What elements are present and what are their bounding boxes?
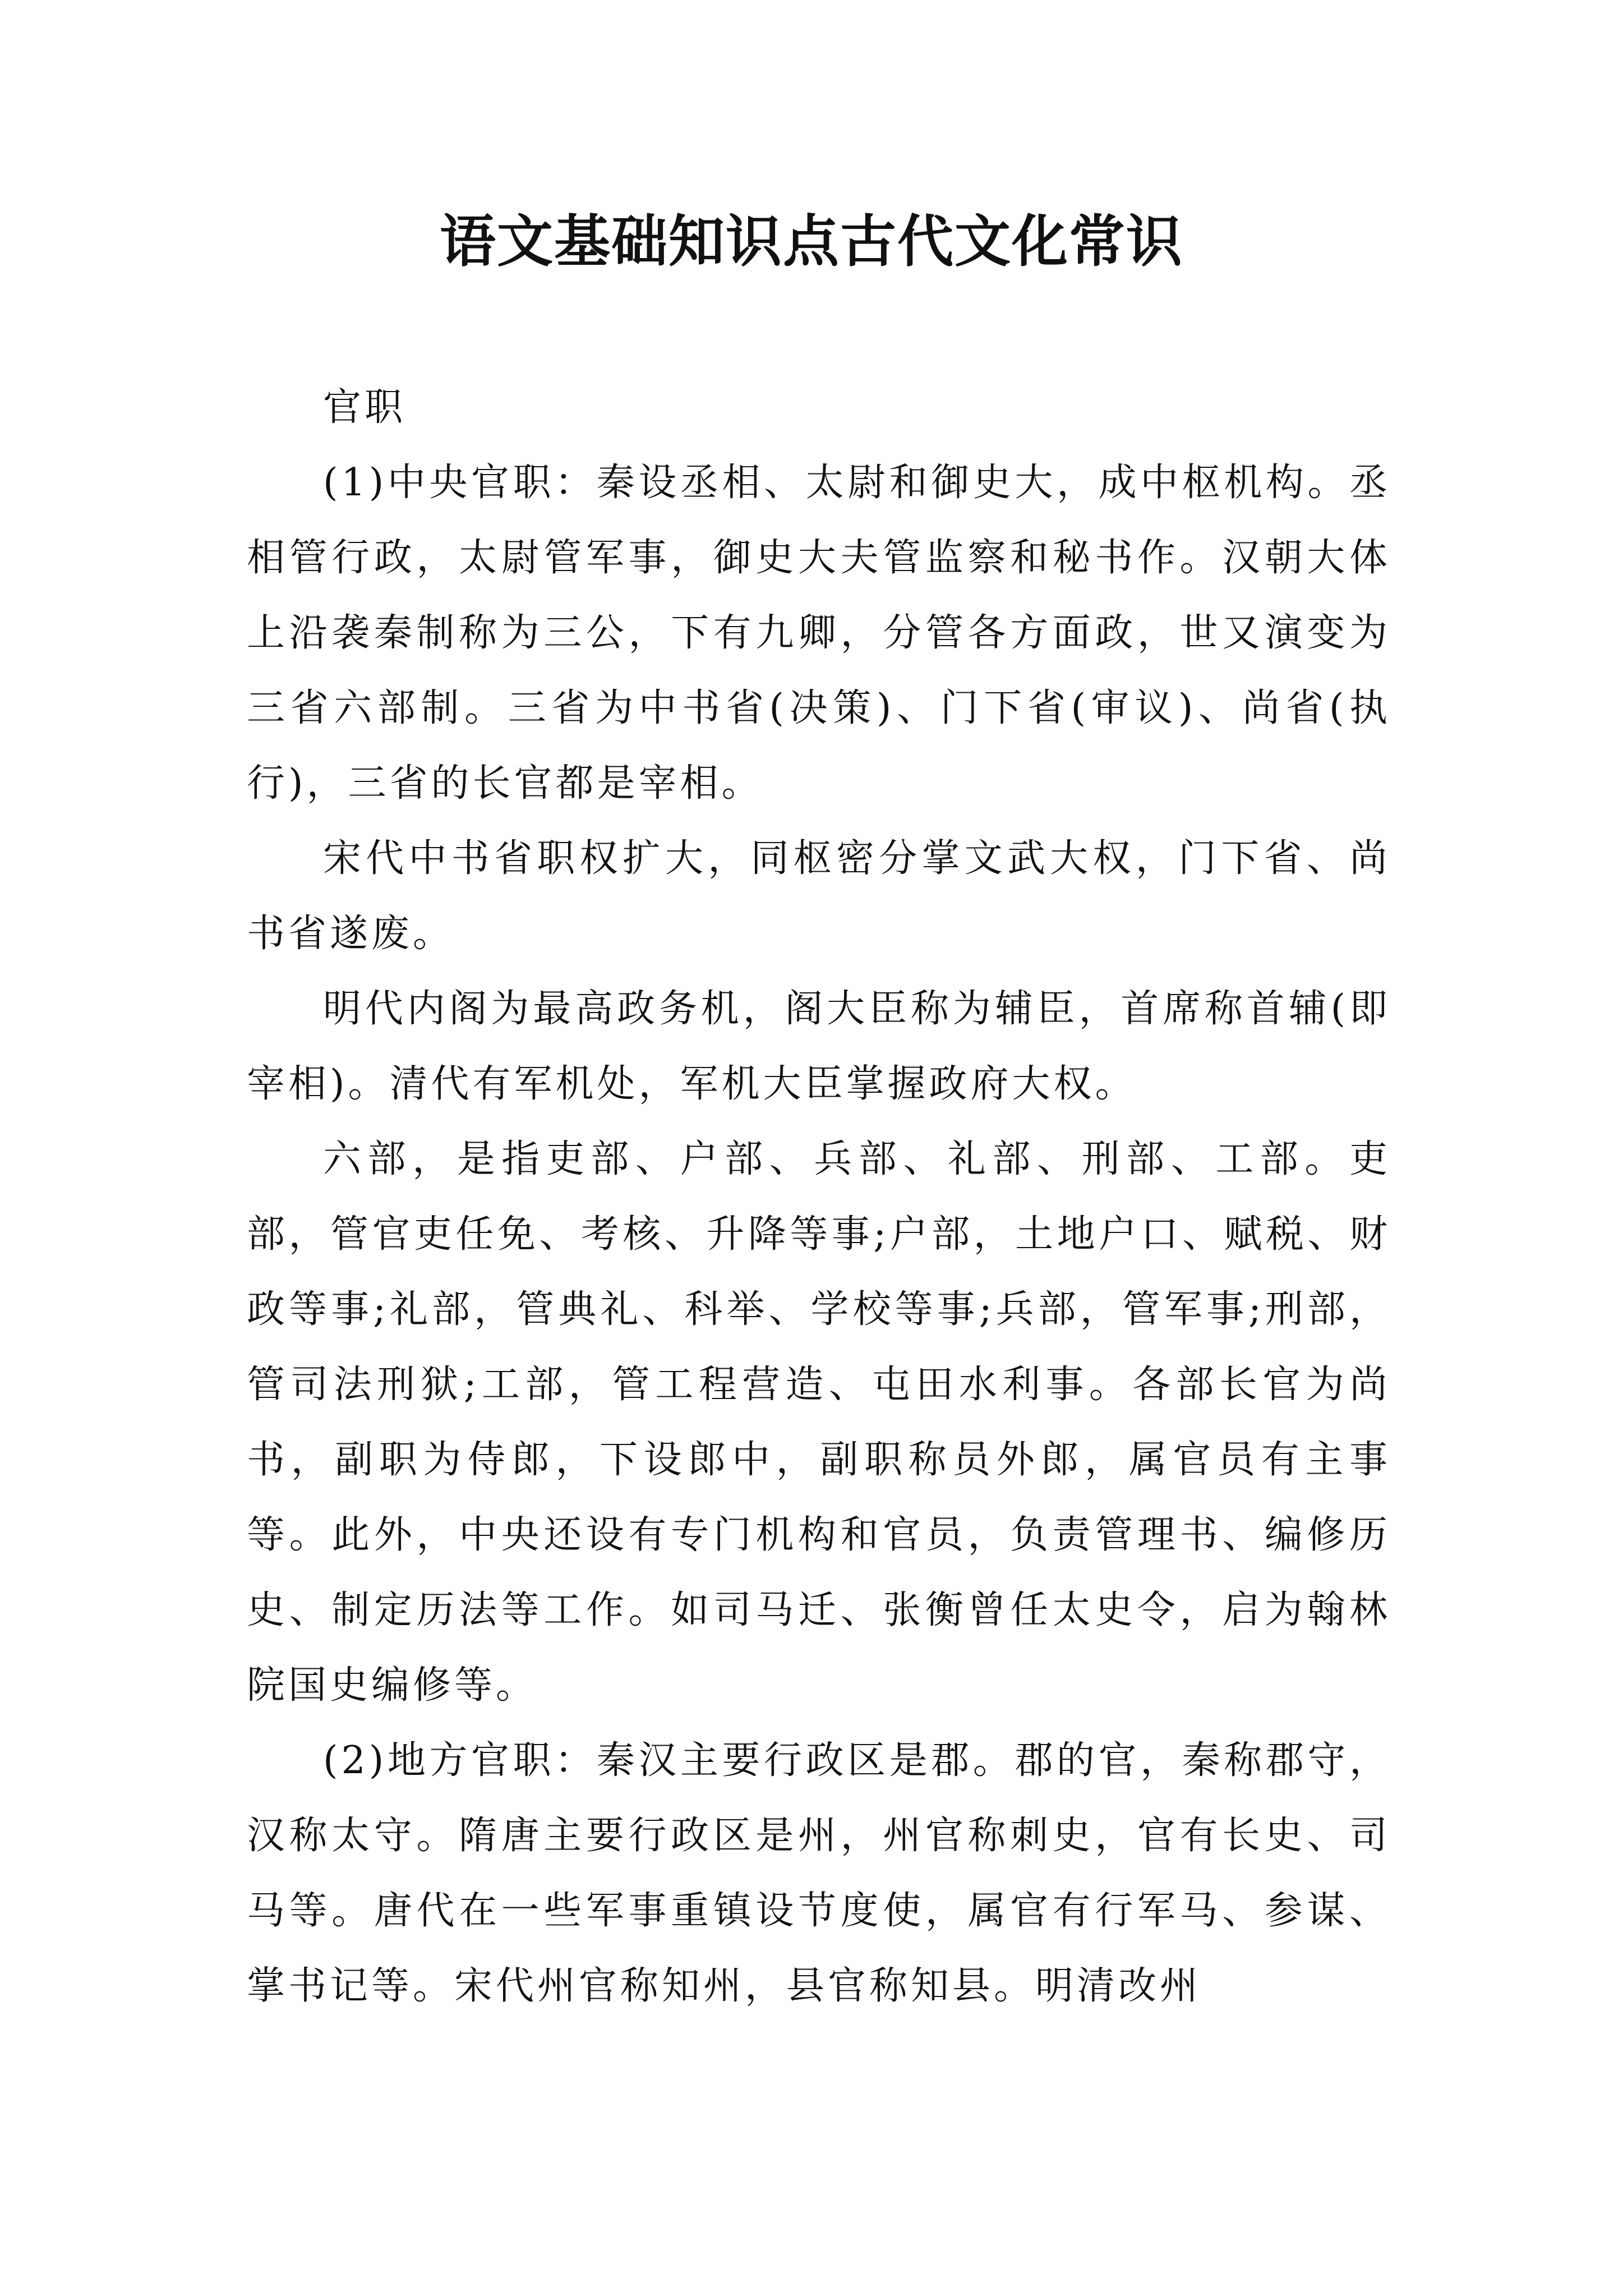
- paragraph-section-heading: 官职: [323, 385, 407, 430]
- document-body: [247, 370, 1391, 2024]
- document-title: 语文基础知识点古代文化常识: [440, 208, 1183, 274]
- paragraph-local-offices: (2)地方官职：秦汉主要行政区是郡。郡的官，秦称郡守，汉称太守。隋唐主要行政区是州，州官称刺史，官有长史、司马等。唐代在一些军事重镇设节度使，属官有行军马、参谋、掌书记等。宋代州官称知州，县官称知县。明清改州: [247, 1738, 1391, 2008]
- paragraph-song-dynasty: 宋代中书省职权扩大，同枢密分掌文武大权，门下省、尚书省遂废。: [247, 836, 1391, 956]
- paragraph-ming-qing: 明代内阁为最高政务机，阁大臣称为辅臣，首席称首辅(即宰相)。清代有军机处，军机大臣掌握政府大权。: [247, 987, 1391, 1106]
- paragraph-six-ministries: 六部，是指吏部、户部、兵部、礼部、刑部、工部。吏部，管官吏任免、考核、升降等事;户部，土地户口、赋税、财政等事;礼部，管典礼、科举、学校等事;兵部，管军事;刑部，管司法刑狱;工部，管工程营造、屯田水利事。各部长官为尚书，副职为侍郎，下设郎中，副职称员外郎，属官员有主事等。此外，中央还设有专门机构和官员，负责管理书、编修历史、制定历法等工作。如司马迁、张衡曾任太史令，启为翰林院国史编修等。: [247, 1137, 1391, 1708]
- paragraph-central-offices: (1)中央官职：秦设丞相、太尉和御史大，成中枢机构。丞相管行政，太尉管军事，御史大夫管监察和秘书作。汉朝大体上沿袭秦制称为三公，下有九卿，分管各方面政，世又演变为三省六部制。三省为中书省(决策)、门下省(审议)、尚省(执行)，三省的长官都是宰相。: [247, 461, 1391, 806]
